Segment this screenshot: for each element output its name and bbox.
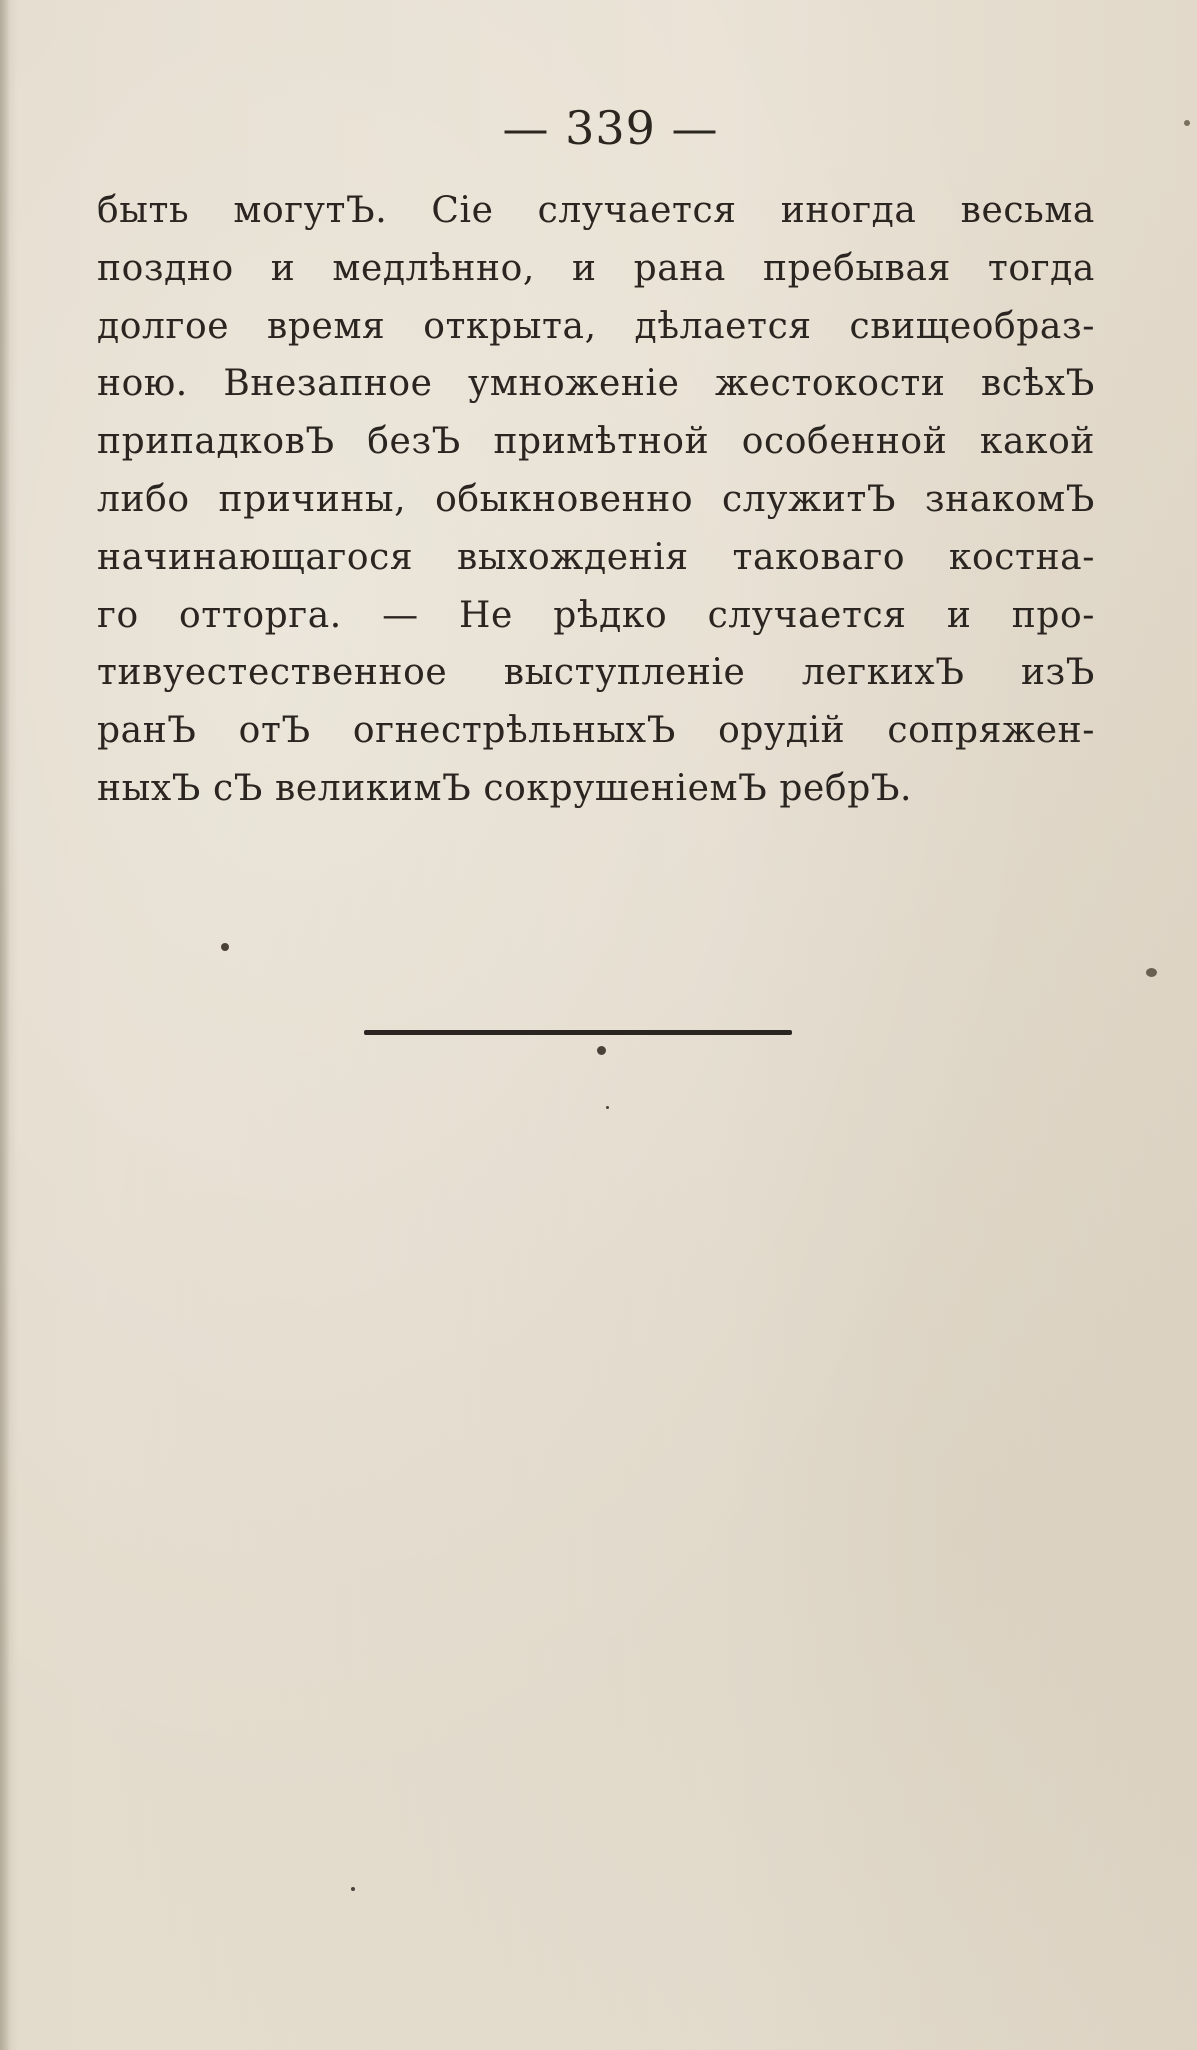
text-line: ранЪ отЪ огнестрѣльныхЪ орудій сопряжен- [97,710,1095,752]
text-line: ною. Внезапное умноженіе жестокости всѣхЪ [97,363,1095,405]
section-divider-rule [364,1030,792,1035]
ink-speck [1184,120,1190,126]
body-text [97,182,1095,818]
text-line: припадковЪ безЪ примѣтной особенной какой [97,421,1095,463]
text-line: ныхЪ сЪ великимЪ сокрушеніемЪ ребрЪ. [97,767,913,809]
ink-speck [1146,968,1157,977]
page-edge-shadow [0,0,10,2050]
page-number: — 339 — [502,101,719,155]
ink-speck [597,1046,606,1055]
text-line: начинающагося выхожденія таковаго костна- [97,536,1095,578]
text-line: поздно и медлѣнно, и рана пребывая тогда [97,247,1095,289]
text-line: го отторга. — Не рѣдко случается и про- [97,594,1095,636]
ink-speck [606,1106,609,1109]
ink-speck [351,1887,355,1891]
text-line: тивуестественное выступленіе легкихЪ изЪ [97,652,1095,694]
text-line: долгое время открыта, дѣлается свищеобраз- [97,305,1095,347]
text-line: быть могутЪ. Сіе случается иногда весьма [97,190,1095,231]
text-line: либо причины, обыкновенно служитЪ знакомЪ [97,478,1095,520]
ink-speck [221,943,229,951]
